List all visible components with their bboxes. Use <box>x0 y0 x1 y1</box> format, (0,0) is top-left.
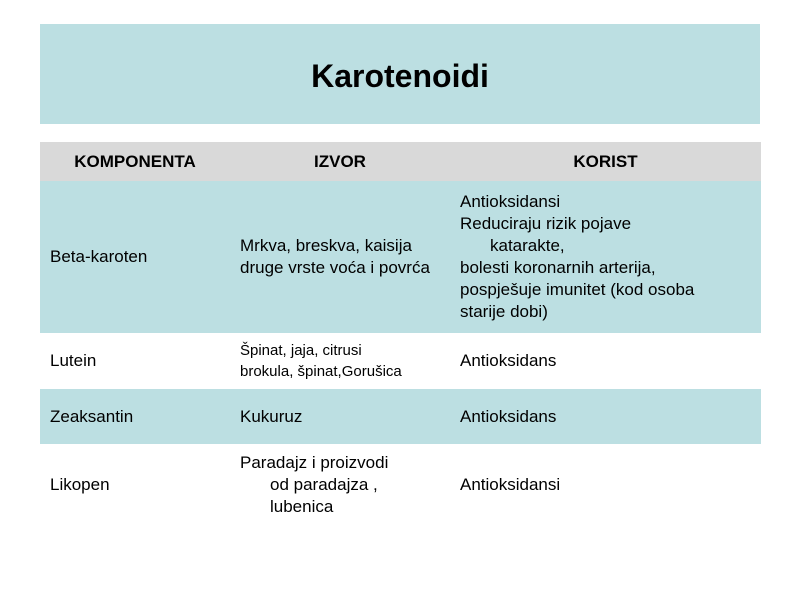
cell-source <box>230 444 450 526</box>
source-line: od paradajza , <box>270 475 378 494</box>
source-text: Mrkva, breskva, kaisija druge vrste voća i povrća <box>240 236 430 277</box>
cell-source <box>230 333 450 389</box>
source-line: brokula, špinat,Gorušica <box>240 363 402 380</box>
header-korist: KORIST <box>450 142 761 181</box>
title-banner <box>40 24 760 124</box>
cell-component: Zeaksantin <box>40 389 230 444</box>
table-row-lutein <box>40 333 761 389</box>
cell-source <box>230 181 450 333</box>
benefit-line: starije dobi) <box>460 302 548 321</box>
table-row-zeaksantin <box>40 389 761 444</box>
table-row-likopen <box>40 444 761 526</box>
cell-component: Likopen <box>40 444 230 526</box>
benefit-line: pospješuje imunitet (kod osoba <box>460 280 695 299</box>
header-komponenta: KOMPONENTA <box>40 142 230 181</box>
benefit-line: bolesti koronarnih arterija, <box>460 258 656 277</box>
source-line: Špinat, jaja, citrusi <box>240 342 362 359</box>
benefit-line: Antioksidansi <box>460 192 561 211</box>
carotenoids-table <box>40 142 761 526</box>
cell-benefit: Antioksidans <box>450 333 761 389</box>
cell-source: Kukuruz <box>230 389 450 444</box>
cell-benefit <box>450 181 761 333</box>
benefit-line: katarakte, <box>490 236 565 255</box>
source-line: Paradajz i proizvodi <box>240 453 389 472</box>
benefit-line: Reduciraju rizik pojave <box>460 214 632 233</box>
page-title: Karotenoidi <box>311 57 489 94</box>
cell-benefit: Antioksidansi <box>450 444 761 526</box>
header-izvor: IZVOR <box>230 142 450 181</box>
cell-component: Lutein <box>40 333 230 389</box>
table-header-row <box>40 142 761 181</box>
cell-benefit: Antioksidans <box>450 389 761 444</box>
table-row-beta-karoten <box>40 181 761 333</box>
cell-component: Beta-karoten <box>40 181 230 333</box>
source-line: lubenica <box>270 497 334 516</box>
